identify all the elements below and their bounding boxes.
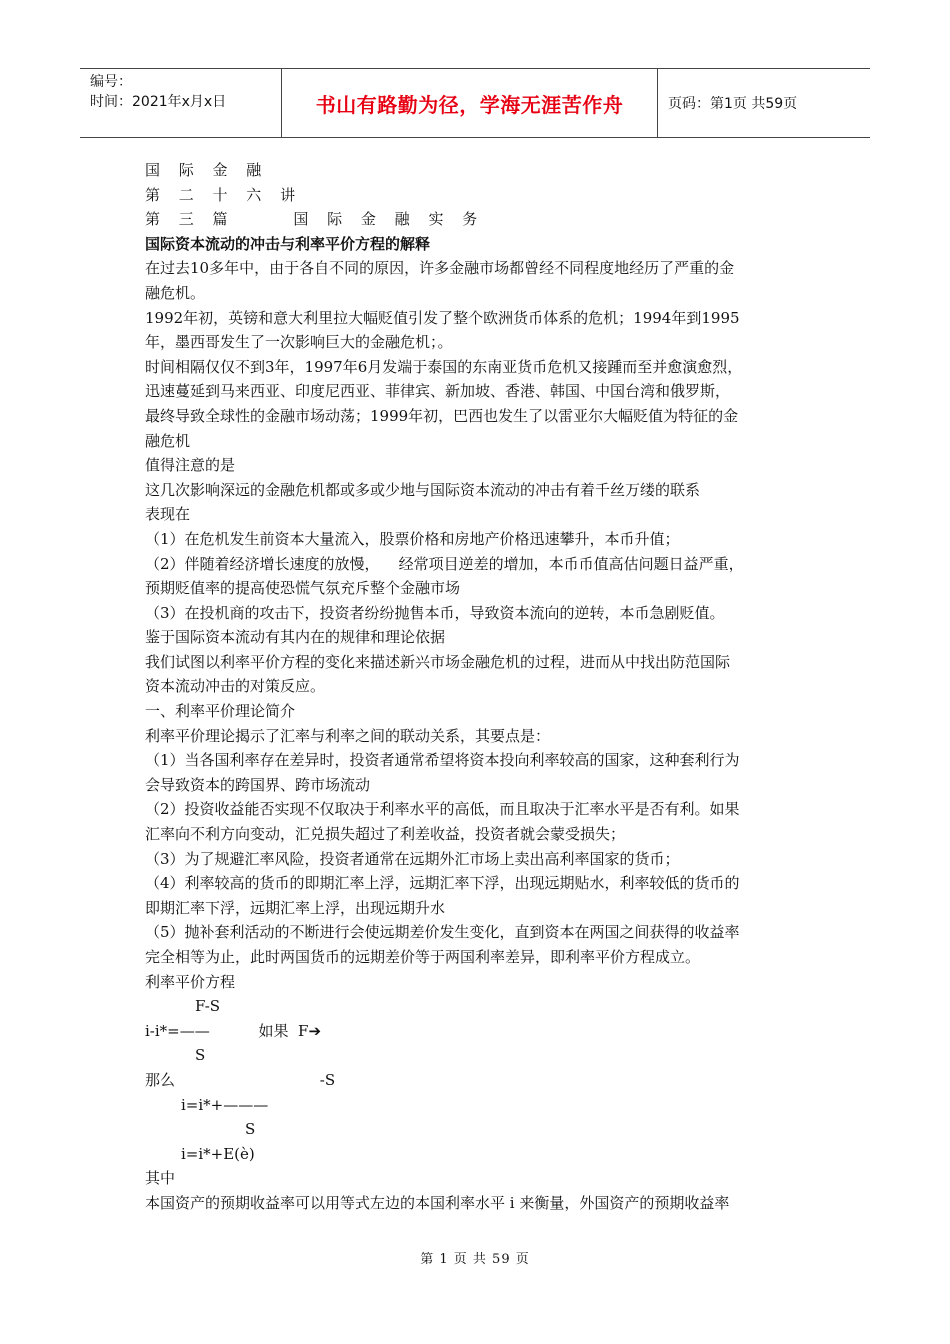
body-line: 即期汇率下浮，远期汇率上浮，出现远期升水 <box>145 898 446 917</box>
body-line: 完全相等为止，此时两国货币的远期差价等于两国利率差异，即利率平价方程成立。 <box>145 948 701 966</box>
formula-then-text: 那么 <box>145 1070 176 1089</box>
body-line: 最终导致全球性的金融市场动荡；1999年初，巴西也发生了以雷亚尔大幅贬值为特征的金 <box>145 406 739 425</box>
formula-eq2-row <box>145 1093 815 1118</box>
document-body <box>145 158 815 1216</box>
body-line: 融危机。 <box>145 283 206 302</box>
course-title: 国 际 金 融 <box>145 161 269 179</box>
body-line: 预期贬值率的提高使恐慌气氛充斥整个金融市场 <box>145 579 461 598</box>
header-motto-cell <box>281 69 658 137</box>
body-line: 其中 <box>145 1169 176 1188</box>
body-line: （3）在投机商的攻击下，投资者纷纷抛售本币，导致资本流向的逆转，本币急剧贬值。 <box>145 603 725 622</box>
formula-denominator2 <box>145 1117 815 1142</box>
body-line: 本国资产的预期收益率可以用等式左边的本国利率水平 i 来衡量，外国资产的预期收益率 <box>145 1193 730 1212</box>
body-line: （3）为了规避汇率风险，投资者通常在远期外汇市场上卖出高利率国家的货币； <box>145 849 680 868</box>
formula-equation-row <box>145 1019 815 1044</box>
body-line: 表现在 <box>145 505 191 524</box>
formula-eq3: i=i*+E(è) <box>181 1144 255 1163</box>
lecture-number: 第 二 十 六 讲 <box>145 185 303 204</box>
body-line: （2）伴随着经济增长速度的放慢， 经常项目逆差的增加，本币币值高估问题日益严重， <box>145 554 744 573</box>
formula-numerator-text: F-S <box>195 997 221 1016</box>
body-line: 我们试图以利率平价方程的变化来描述新兴市场金融危机的过程，进而从中找出防范国际 <box>145 652 731 671</box>
body-line: 融危机 <box>145 431 191 450</box>
formula-denominator-text: S <box>195 1046 206 1065</box>
formula-denominator2-text: S <box>245 1120 256 1139</box>
body-line: 会导致资本的跨国界、跨市场流动 <box>145 775 371 794</box>
body-line: （1）在危机发生前资本大量流入，股票价格和房地产价格迅速攀升，本币升值； <box>145 529 680 548</box>
formula-if-text: 如果 F <box>258 1021 309 1040</box>
body-line: 迅速蔓延到马来西亚、印度尼西亚、菲律宾、新加坡、香港、韩国、中国台湾和俄罗斯， <box>145 382 731 401</box>
motto-text: 书山有路勤为径，学海无涯苦作舟 <box>315 92 624 117</box>
page-header <box>80 68 870 138</box>
formula-eq2: i=i*+——— <box>181 1095 269 1114</box>
body-line: （5）抛补套利活动的不断进行会使远期差价发生变化，直到资本在两国之间获得的收益率 <box>145 923 740 942</box>
page-info-text: 页码：第1页 共59页 <box>668 96 798 112</box>
body-line: 资本流动冲击的对策反应。 <box>145 677 326 696</box>
body-line: 年，墨西哥发生了一次影响巨大的金融危机；。 <box>145 333 453 352</box>
header-meta <box>80 69 281 137</box>
formula-eq3-row <box>145 1142 815 1167</box>
body-line: 在过去10多年中，由于各自不同的原因，许多金融市场都曾经不同程度地经历了严重的金 <box>145 259 735 278</box>
page-footer: 第 1 页 共 59 页 <box>420 1252 530 1267</box>
body-line: 鉴于国际资本流动有其内在的规律和理论依据 <box>145 628 446 647</box>
formula-lhs: i-i*=—— <box>145 1021 210 1040</box>
arrow-icon: ➔ <box>308 1021 322 1040</box>
section-heading: 国际资本流动的冲击与利率平价方程的解释 <box>145 234 431 253</box>
part-title: 第 三 篇 国 际 金 融 实 务 <box>145 210 485 229</box>
body-line: 利率平价方程 <box>145 972 236 991</box>
body-line: 1992年初，英镑和意大利里拉大幅贬值引发了整个欧洲货币体系的危机；1994年到1995 <box>145 308 740 327</box>
body-line: （1）当各国利率存在差异时，投资者通常希望将资本投向利率较高的国家，这种套利行为 <box>145 751 740 770</box>
subsection-heading: 一、利率平价理论简介 <box>145 702 296 721</box>
formula-denominator <box>145 1043 815 1068</box>
body-line: 这几次影响深远的金融危机都或多或少地与国际资本流动的冲击有着千丝万缕的联系 <box>145 480 701 499</box>
body-line: 值得注意的是 <box>145 456 236 475</box>
body-line: 时间相隔仅仅不到3年，1997年6月发端于泰国的东南亚货币危机又接踵而至并愈演愈烈， <box>145 357 743 376</box>
body-line: 汇率向不利方向变动，汇兑损失超过了利差收益，投资者就会蒙受损失； <box>145 825 626 844</box>
date-label: 时间：2021年x月x日 <box>90 94 227 110</box>
body-line: 利率平价理论揭示了汇率与利率之间的联动关系，其要点是： <box>145 726 551 745</box>
formula-numerator <box>145 994 815 1019</box>
formula-then-row <box>145 1068 815 1093</box>
formula-neg-s: -S <box>319 1070 336 1089</box>
body-line: （4）利率较高的货币的即期汇率上浮，远期汇率下浮，出现远期贴水，利率较低的货币的 <box>145 874 740 893</box>
code-label: 编号： <box>90 74 132 90</box>
body-line: （2）投资收益能否实现不仅取决于利率水平的高低，而且取决于汇率水平是否有利。如果 <box>145 800 740 819</box>
page-info-cell <box>658 69 870 137</box>
